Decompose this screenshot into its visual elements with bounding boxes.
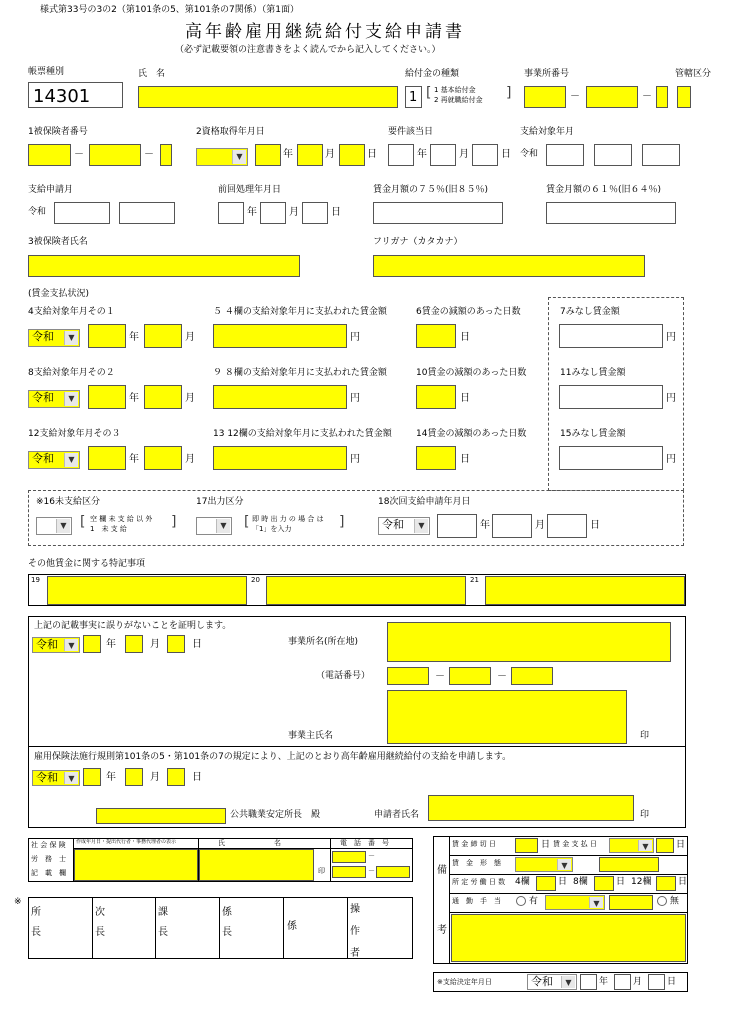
sharoshi-phone-field3[interactable] <box>376 866 410 878</box>
office-name-label: 事業所名(所在地) <box>288 637 359 647</box>
wage-row1-days-label: 6賃金の減額のあった日数 <box>416 307 521 317</box>
sharoshi-phone-field2[interactable] <box>332 866 366 878</box>
qualification-year-field[interactable] <box>255 144 281 166</box>
certify-year-field[interactable] <box>83 635 101 653</box>
certify-day-field[interactable] <box>167 635 185 653</box>
benefit-type-field[interactable]: 1 <box>405 86 422 108</box>
workdays-12-field[interactable] <box>656 876 676 891</box>
insured-number-label: 1被保険者番号 <box>28 127 88 137</box>
stamp-col-5: 操 作 者 <box>350 904 360 959</box>
wage-row3-days-label: 14賃金の減額のあった日数 <box>416 429 527 439</box>
wage-section-label: (賃金支払状況) <box>28 289 90 299</box>
decision-year-field[interactable] <box>580 974 597 990</box>
employment-office-label: 公共職業安定所長 殿 <box>230 810 321 820</box>
previous-year-field[interactable] <box>218 202 244 224</box>
insured-number-field1[interactable] <box>28 144 71 166</box>
wage-row1-year-field[interactable] <box>88 324 126 348</box>
wage-row1-label: 4支給対象年月その１ <box>28 307 115 317</box>
apply-era-select[interactable]: 令和 ▼ <box>32 770 80 786</box>
commute-no-radio[interactable]: 無 <box>657 896 679 907</box>
wage75-field[interactable] <box>373 202 503 224</box>
unpaid-select[interactable] <box>36 517 72 535</box>
qualification-era-select[interactable] <box>196 148 248 166</box>
stamp-col-4: 係 <box>287 921 297 932</box>
commute-type-select[interactable] <box>545 895 605 910</box>
chevron-down-icon: ▼ <box>638 840 652 851</box>
wage75-label: 賃金月額の７５％(旧８５％) <box>373 185 489 195</box>
employment-office-field[interactable] <box>96 808 226 824</box>
wage-row2-label: 8支給対象年月その２ <box>28 368 115 378</box>
previous-month-field[interactable] <box>260 202 286 224</box>
office-name-field[interactable] <box>387 622 671 662</box>
application-month-label: 支給申請月 <box>28 185 74 195</box>
benefit-type-option1: 1 基本給付金 <box>434 86 476 94</box>
qualification-date-label: 2資格取得年月日 <box>196 127 265 137</box>
next-application-label: 18次回支給申請年月日 <box>378 497 471 507</box>
decision-era-select[interactable]: 令和 ▼ <box>527 974 577 990</box>
chevron-down-icon: ▼ <box>64 639 78 651</box>
wage61-label: 賃金月額の６１％(旧６４％) <box>546 185 662 195</box>
stamp-col-1: 次 長 <box>95 907 105 938</box>
requirement-day-field[interactable] <box>472 144 498 166</box>
chevron-down-icon: ▼ <box>561 976 575 988</box>
certify-era-select[interactable]: 令和 ▼ <box>32 637 80 653</box>
chevron-down-icon: ▼ <box>64 331 78 345</box>
form-type-field[interactable]: 14301 <box>28 82 123 108</box>
wage-row3-days-field[interactable] <box>416 446 456 470</box>
name-field[interactable] <box>138 86 398 108</box>
stamp-col-2: 課 長 <box>158 907 168 938</box>
wage-row3-paid-label: 13 12欄の支給対象年月に支払われた賃金額 <box>213 429 392 439</box>
decision-month-field[interactable] <box>614 974 631 990</box>
owner-name-field[interactable] <box>387 690 627 744</box>
owner-seal: 印 <box>640 731 650 741</box>
wage-row1-paid-field[interactable] <box>213 324 347 348</box>
chevron-down-icon: ▼ <box>414 519 428 533</box>
wage-payday-field[interactable] <box>656 838 674 853</box>
output-label: 17出力区分 <box>196 497 244 507</box>
phone-label: （電話番号） <box>316 671 371 681</box>
chevron-down-icon: ▼ <box>232 150 246 164</box>
wage-row2-month-field[interactable] <box>144 385 182 409</box>
next-era-select[interactable]: 令和 ▼ <box>378 517 430 535</box>
wage-row1-era-select[interactable]: 令和 ▼ <box>28 329 80 347</box>
benefit-type-option2: 2 再就職給付金 <box>434 96 483 104</box>
wage-row1-month-field[interactable] <box>144 324 182 348</box>
jurisdiction-field[interactable] <box>677 86 691 108</box>
wage-row2-deemed-label: 11みなし賃金額 <box>560 368 626 378</box>
workdays-4-field[interactable] <box>536 876 556 891</box>
stamp-col-3: 係 長 <box>222 907 232 938</box>
stamp-mark: ※ <box>14 897 22 907</box>
previous-day-field[interactable] <box>302 202 328 224</box>
application-month-field2[interactable] <box>119 202 175 224</box>
page-subtitle: （必ず記載要領の注意書きをよく読んでから記入してください。） <box>175 45 441 55</box>
phone-field2[interactable] <box>449 667 491 685</box>
wage-form-select[interactable] <box>515 857 573 872</box>
application-month-field1[interactable] <box>54 202 110 224</box>
radio-icon <box>657 896 667 906</box>
chevron-down-icon: ▼ <box>216 519 230 533</box>
insured-number-field2[interactable] <box>89 144 141 166</box>
phone-field3[interactable] <box>511 667 553 685</box>
decision-day-field[interactable] <box>648 974 665 990</box>
workdays-8-field[interactable] <box>594 876 614 891</box>
wage-row1-days-field[interactable] <box>416 324 456 348</box>
office-number-label: 事業所番号 <box>524 69 570 79</box>
jurisdiction-label: 管轄区分 <box>675 69 712 79</box>
office-number-field3[interactable] <box>656 86 668 108</box>
stamp-col-0: 所 長 <box>31 907 41 938</box>
office-number-field1[interactable] <box>524 86 566 108</box>
radio-icon <box>516 896 526 906</box>
wage-row3-deemed-label: 15みなし賃金額 <box>560 429 626 439</box>
wage-row2-year-field[interactable] <box>88 385 126 409</box>
next-day-field[interactable] <box>547 514 587 538</box>
next-year-field[interactable] <box>437 514 477 538</box>
apply-year-field[interactable] <box>83 768 101 786</box>
insured-name-label: 3被保険者氏名 <box>28 237 88 247</box>
remarks-label: その他賃金に関する特記事項 <box>28 559 146 569</box>
wage-row3-era-select[interactable]: 令和 ▼ <box>28 451 80 469</box>
requirement-year-field[interactable] <box>388 144 414 166</box>
benefit-type-label: 給付金の種類 <box>405 69 460 79</box>
decision-date-label: ※支給決定年月日 <box>437 978 492 986</box>
applicant-name-field[interactable] <box>428 795 634 821</box>
applicant-label: 申請者氏名 <box>374 810 420 820</box>
apply-month-field[interactable] <box>125 768 143 786</box>
office-number-field2[interactable] <box>586 86 638 108</box>
wage-row3-month-field[interactable] <box>144 446 182 470</box>
wage-row2-days-field[interactable] <box>416 385 456 409</box>
chevron-down-icon: ▼ <box>64 453 78 467</box>
wage-row3-year-field[interactable] <box>88 446 126 470</box>
output-select[interactable] <box>196 517 232 535</box>
wage-row1-deemed-label: 7みなし賃金額 <box>560 307 620 317</box>
biko-notes-field[interactable] <box>451 914 686 962</box>
certify-month-field[interactable] <box>125 635 143 653</box>
wage-cutoff-field[interactable] <box>515 838 538 853</box>
chevron-down-icon: ▼ <box>589 897 603 908</box>
sharoshi-date-field[interactable] <box>74 849 198 881</box>
furigana-label: フリガナ（カタカナ） <box>373 237 463 247</box>
apply-day-field[interactable] <box>167 768 185 786</box>
furigana-field[interactable] <box>373 255 645 277</box>
wage-row2-paid-label: ９ ８欄の支給対象年月に支払われた賃金額 <box>213 368 387 378</box>
wage-row3-label: 12支給対象年月その３ <box>28 429 121 439</box>
form-type-label: 帳票種別 <box>28 67 65 77</box>
wage-payday-select[interactable] <box>609 838 654 853</box>
qualification-month-field[interactable] <box>297 144 323 166</box>
commute-amount-field[interactable] <box>609 895 653 910</box>
qualification-day-field[interactable] <box>339 144 365 166</box>
payment-month-field3[interactable] <box>642 144 680 166</box>
wage-form-field[interactable] <box>599 857 659 872</box>
insured-number-field3[interactable] <box>160 144 172 166</box>
chevron-down-icon: ▼ <box>56 519 70 533</box>
chevron-down-icon: ▼ <box>64 772 78 784</box>
wage-row2-days-label: 10賃金の減額のあった日数 <box>416 368 527 378</box>
remark-20-field[interactable] <box>266 576 466 605</box>
previous-process-label: 前回処理年月日 <box>218 185 282 195</box>
next-month-field[interactable] <box>492 514 532 538</box>
wage-row3-paid-field[interactable] <box>213 446 347 470</box>
wage-row1-deemed-field[interactable] <box>559 324 663 348</box>
wage61-field[interactable] <box>546 202 676 224</box>
wage-row1-paid-label: ５ ４欄の支給対象年月に支払われた賃金額 <box>213 307 387 317</box>
chevron-down-icon: ▼ <box>64 392 78 406</box>
form-number: 様式第33号の3の2（第101条の5、第101条の7関係）（第1面） <box>40 5 299 15</box>
payment-month-field1[interactable] <box>546 144 584 166</box>
requirement-date-label: 要件該当日 <box>388 127 434 137</box>
owner-name-label: 事業主氏名 <box>288 731 334 741</box>
sharoshi-name-field[interactable] <box>199 849 314 881</box>
commute-yes-radio[interactable]: 有 <box>516 896 538 907</box>
applicant-seal: 印 <box>640 810 650 820</box>
name-label: 氏 名 <box>138 69 166 79</box>
remark-21-field[interactable] <box>485 576 685 605</box>
payment-month-field2[interactable] <box>594 144 632 166</box>
unpaid-label: ※16未支給区分 <box>36 497 100 507</box>
chevron-down-icon: ▼ <box>557 859 571 870</box>
wage-row2-paid-field[interactable] <box>213 385 347 409</box>
phone-field1[interactable] <box>387 667 429 685</box>
sharoshi-phone-field1[interactable] <box>332 851 366 863</box>
apply-text: 雇用保険法施行規則第101条の5・第101条の7の規定により、上記のとおり高年齢雇用継続給付の支給を申請します。 <box>34 752 512 762</box>
remark-19-field[interactable] <box>47 576 247 605</box>
requirement-month-field[interactable] <box>430 144 456 166</box>
wage-row3-deemed-field[interactable] <box>559 446 663 470</box>
page-title: 高年齢雇用継続給付支給申請書 <box>185 22 465 42</box>
certify-text: 上記の記載事実に誤りがないことを証明します。 <box>34 621 232 631</box>
wage-row2-era-select[interactable]: 令和 ▼ <box>28 390 80 408</box>
insured-name-field[interactable] <box>28 255 300 277</box>
wage-row2-deemed-field[interactable] <box>559 385 663 409</box>
payment-month-label: 支給対象年月 <box>520 127 575 137</box>
